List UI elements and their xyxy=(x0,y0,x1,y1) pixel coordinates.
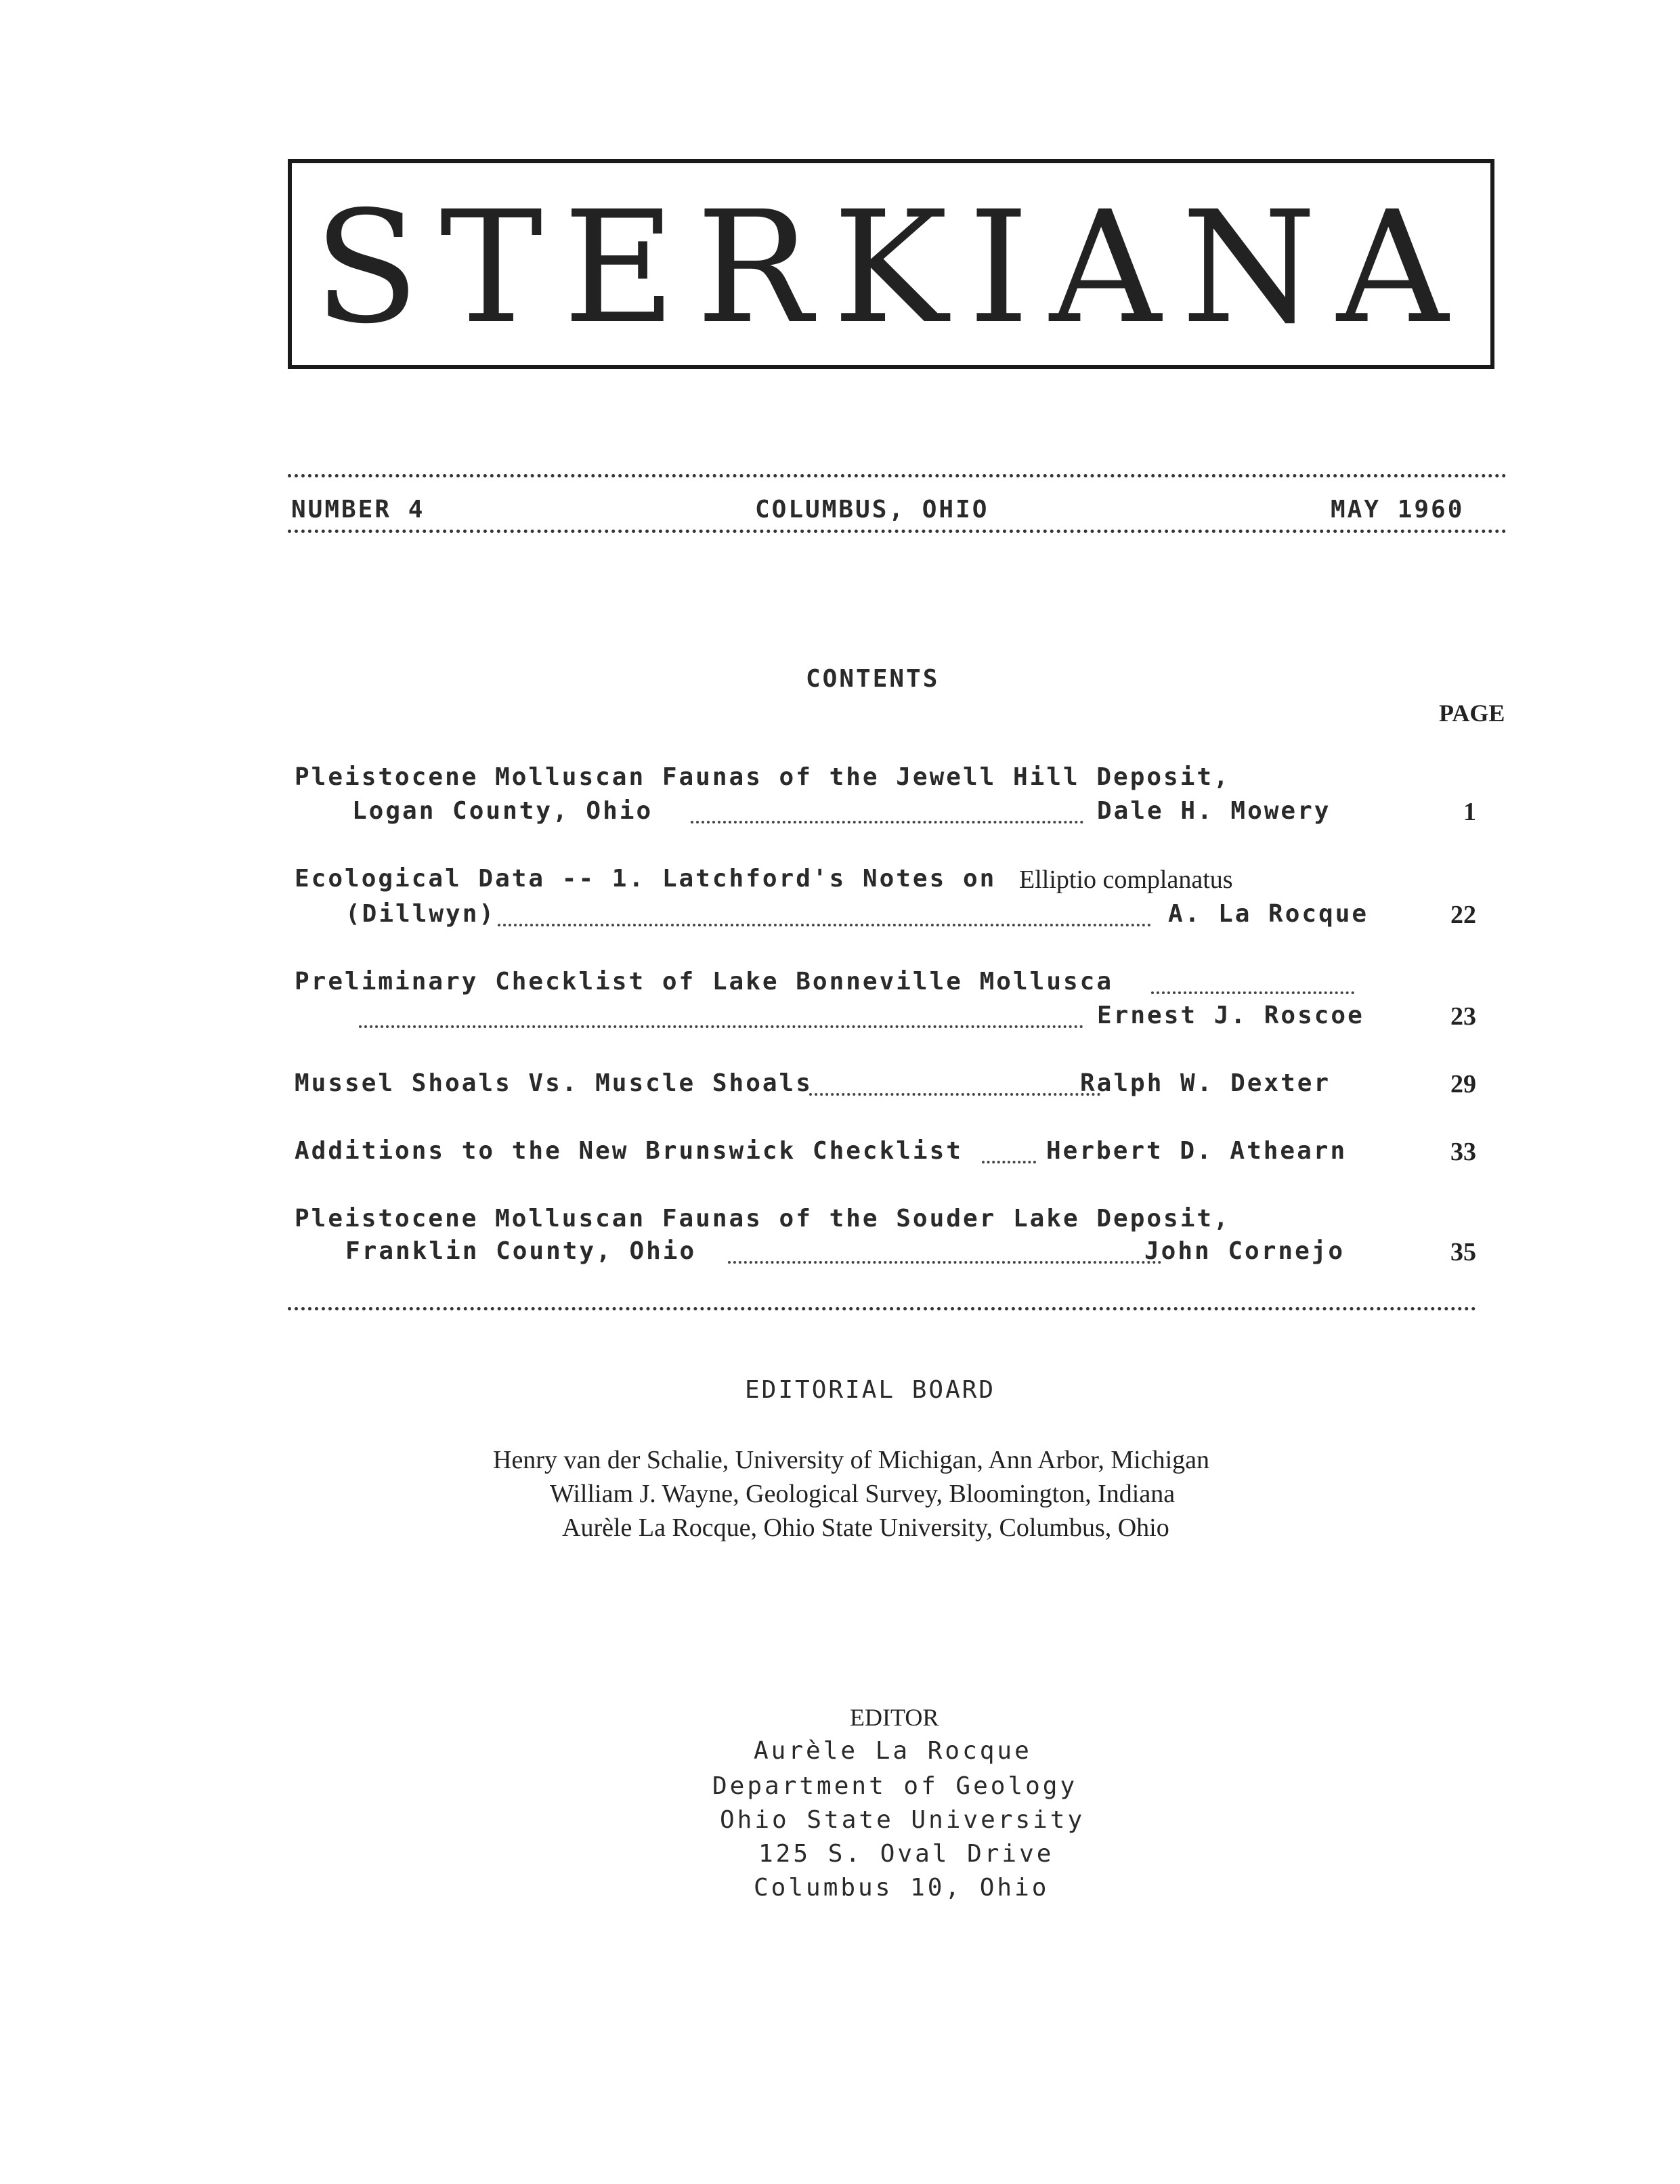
toc-entry-4-leader xyxy=(809,1093,1100,1096)
toc-entry-3-author: Ernest J. Roscoe xyxy=(1097,1002,1364,1029)
board-member-2: William J. Wayne, Geological Survey, Bloomington, Indiana xyxy=(550,1480,1176,1508)
toc-entry-2-author: A. La Rocque xyxy=(1168,900,1369,928)
toc-entry-2-leader xyxy=(498,924,1151,926)
editor-university: Ohio State University xyxy=(720,1806,1085,1834)
board-member-1: Henry van der Schalie, University of Michigan, Ann Arbor, Michigan xyxy=(493,1446,1210,1474)
toc-entry-1-title-line1: Pleistocene Molluscan Faunas of the Jewell Hill Deposit, xyxy=(295,763,1230,791)
toc-entry-3-title-line1: Preliminary Checklist of Lake Bonneville Mollusca xyxy=(295,968,1114,995)
toc-entry-4-page: 29 xyxy=(1450,1070,1476,1098)
toc-entry-6-leader xyxy=(728,1261,1161,1264)
toc-entry-2-title-line2: (Dillwyn) xyxy=(345,900,496,928)
issue-number: NUMBER 4 xyxy=(291,496,425,523)
toc-entry-2-title-line1: Ecological Data -- 1. Latchford's Notes on xyxy=(295,865,997,893)
editor-department: Department of Geology xyxy=(712,1772,1078,1800)
editorial-board-heading: EDITORIAL BOARD xyxy=(745,1376,996,1404)
editor-city: Columbus 10, Ohio xyxy=(754,1874,1050,1902)
toc-entry-1-page: 1 xyxy=(1463,798,1476,826)
toc-entry-1-leader xyxy=(691,821,1083,823)
editor-heading: EDITOR xyxy=(850,1704,939,1731)
issue-place: COLUMBUS, OHIO xyxy=(755,496,989,523)
toc-entry-3-leader-a xyxy=(1151,991,1354,994)
issue-rule-bottom xyxy=(288,530,1507,533)
masthead-title: STERKIANA xyxy=(314,177,1469,358)
toc-entry-5-author: Herbert D. Athearn xyxy=(1046,1137,1348,1165)
issue-date: MAY 1960 xyxy=(1331,496,1465,523)
toc-entry-5-title: Additions to the New Brunswick Checklist xyxy=(295,1137,963,1165)
toc-entry-6-author: John Cornejo xyxy=(1144,1237,1345,1265)
toc-entry-3-page: 23 xyxy=(1450,1002,1476,1031)
toc-entry-2-title-italic: Elliptio complanatus xyxy=(1019,865,1233,894)
toc-entry-6-title-line2: Franklin County, Ohio xyxy=(345,1237,697,1265)
masthead-box xyxy=(288,159,1494,369)
contents-heading: CONTENTS xyxy=(806,665,940,693)
page-column-label: PAGE xyxy=(1439,700,1505,727)
toc-entry-4-author: Ralph W. Dexter xyxy=(1080,1069,1331,1097)
editor-street: 125 S. Oval Drive xyxy=(758,1840,1054,1868)
toc-entry-2-page: 22 xyxy=(1450,901,1476,929)
editor-name: Aurèle La Rocque xyxy=(754,1737,1032,1765)
toc-entry-6-title-line1: Pleistocene Molluscan Faunas of the Souder Lake Deposit, xyxy=(295,1205,1230,1233)
contents-rule-bottom xyxy=(288,1307,1476,1310)
toc-entry-5-leader xyxy=(982,1161,1036,1163)
toc-entry-1-title-line2: Logan County, Ohio xyxy=(352,797,653,825)
board-member-3: Aurèle La Rocque, Ohio State University, Columbus, Ohio xyxy=(562,1514,1169,1542)
toc-entry-1-author: Dale H. Mowery xyxy=(1097,797,1331,825)
toc-entry-5-page: 33 xyxy=(1450,1138,1476,1166)
toc-entry-6-page: 35 xyxy=(1450,1238,1476,1266)
issue-rule-top xyxy=(288,474,1507,477)
toc-entry-4-title: Mussel Shoals Vs. Muscle Shoals xyxy=(295,1069,813,1097)
toc-entry-3-leader-b xyxy=(359,1025,1083,1028)
